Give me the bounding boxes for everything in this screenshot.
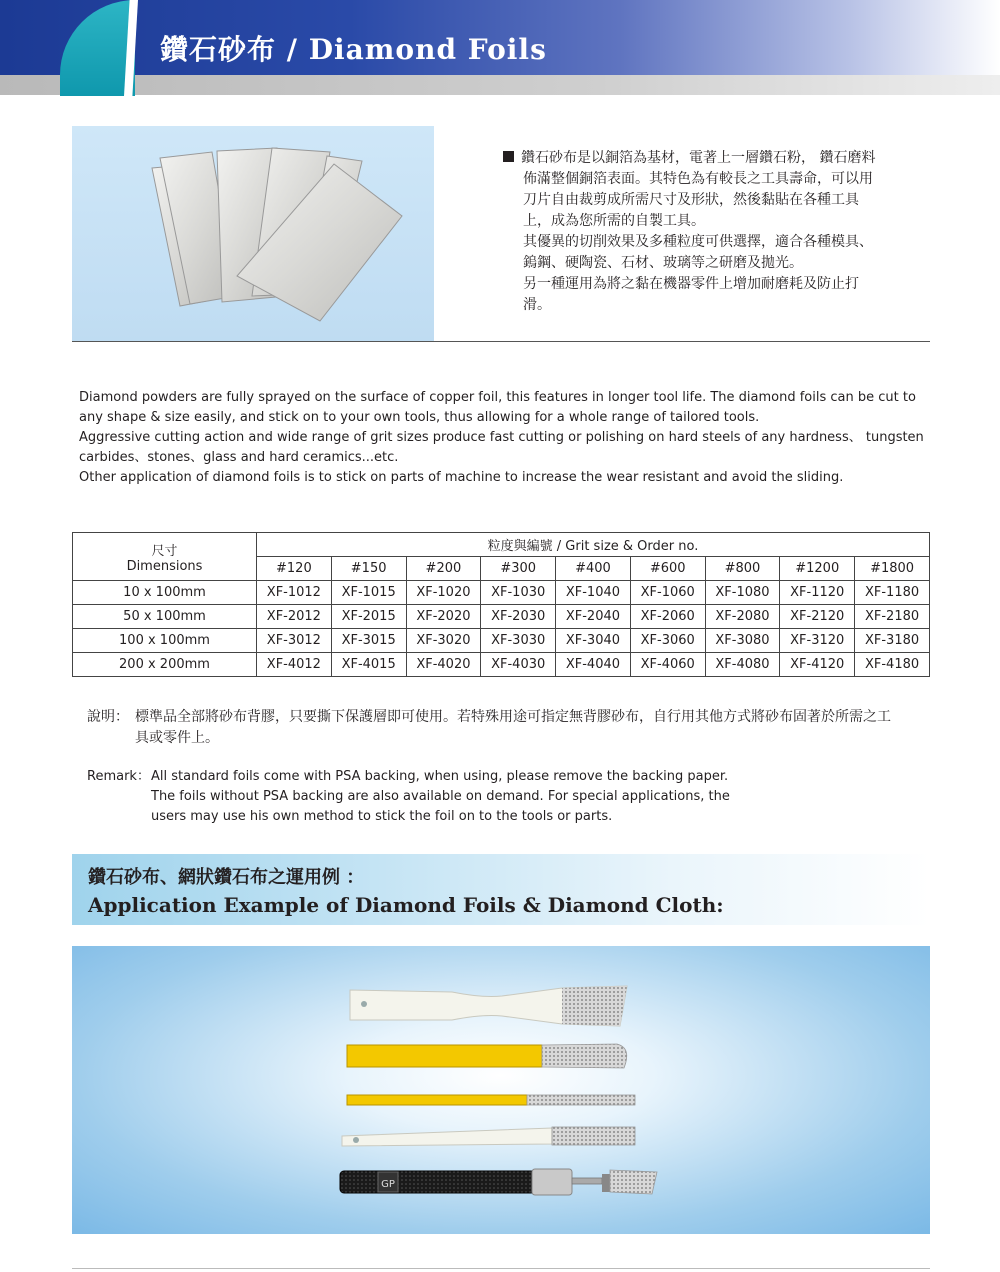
order-no-cell: XF-3080 xyxy=(705,629,780,653)
order-no-cell: XF-1040 xyxy=(556,581,631,605)
page-title: 鑽石砂布 / Diamond Foils xyxy=(160,33,547,66)
grit-cell: #120 xyxy=(257,557,332,581)
application-title-zh: 鑽石砂布、網狀鑽石布之運用例 ： xyxy=(88,867,365,888)
order-no-cell: XF-2040 xyxy=(556,605,631,629)
table-row xyxy=(73,653,930,677)
intro-en-para-1: Diamond powders are fully sprayed on the surface of copper foil, this features in longer tool life. The diamond foils can be cut to any shape & size easily, and stick on to your own tools, thus allowing for a whole range of tailored tools. xyxy=(79,390,916,425)
order-no-cell: XF-1080 xyxy=(705,581,780,605)
order-no-cell: XF-2120 xyxy=(780,605,855,629)
intro-en xyxy=(79,388,925,488)
order-no-cell: XF-2180 xyxy=(855,605,930,629)
diamond-foils-photo xyxy=(72,126,434,342)
grit-cell: #400 xyxy=(556,557,631,581)
intro-zh-para-2: 其優異的切削效果及多種粒度可供選擇，適合各種模具、鎢鋼、硬陶瓷、石材、玻璃等之研磨及拋光。 xyxy=(523,234,873,271)
grit-cell: #1200 xyxy=(780,557,855,581)
order-no-cell: XF-4040 xyxy=(556,653,631,677)
intro-zh-para-3: 另一種運用為將之黏在機器零件上增加耐磨耗及防止打滑。 xyxy=(523,276,859,313)
table-row xyxy=(73,629,930,653)
order-no-cell: XF-3180 xyxy=(855,629,930,653)
bullet-square-icon xyxy=(503,151,514,162)
page-bottom-rule xyxy=(72,1268,930,1269)
order-no-cell: XF-4015 xyxy=(331,653,406,677)
order-no-cell: XF-2060 xyxy=(630,605,705,629)
order-no-cell: XF-4060 xyxy=(630,653,705,677)
grit-cell: #300 xyxy=(481,557,556,581)
order-no-cell: XF-3060 xyxy=(630,629,705,653)
order-no-cell: XF-1020 xyxy=(406,581,481,605)
order-no-cell: XF-4080 xyxy=(705,653,780,677)
grit-cell: #600 xyxy=(630,557,705,581)
note-zh-label: 說明： xyxy=(87,709,129,725)
order-no-cell: XF-1030 xyxy=(481,581,556,605)
dimension-cell: 200 x 200mm xyxy=(73,653,257,677)
order-no-cell: XF-3040 xyxy=(556,629,631,653)
note-en-text: All standard foils come with PSA backing, when using, please remove the backing paper. The foils without PSA backing are also available on demand. For special applications, the users may use his own method to stick the foil on to the tools or parts. xyxy=(151,769,730,824)
dimension-header-en: Dimensions xyxy=(126,558,203,574)
dimension-cell: 100 x 100mm xyxy=(73,629,257,653)
intro-zh-para-1: 鑽石砂布是以銅箔為基材，電著上一層鑽石粉， 鑽石磨料佈滿整個銅箔表面。其特色為有較長之工具壽命，可以用刀片自由裁剪成所需尺寸及形狀，然後黏貼在各種工具上，成為您所需的自製工具。 xyxy=(521,150,876,229)
grit-cell: #150 xyxy=(331,557,406,581)
table-row xyxy=(73,605,930,629)
grit-header: 粒度與編號 / Grit size & Order no. xyxy=(257,533,930,557)
order-no-cell: XF-1060 xyxy=(630,581,705,605)
order-no-cell: XF-4120 xyxy=(780,653,855,677)
order-no-cell: XF-2030 xyxy=(481,605,556,629)
tool-handle-text: GP xyxy=(381,1179,395,1190)
intro-en-para-2: Aggressive cutting action and wide range of grit sizes produce fast cutting or polishing on hard steels of any hardness、 tungsten carbides、stones、glass and hard ceramics...etc. xyxy=(79,430,924,465)
order-no-cell: XF-3012 xyxy=(257,629,332,653)
order-no-cell: XF-2015 xyxy=(331,605,406,629)
dimension-cell: 50 x 100mm xyxy=(73,605,257,629)
order-no-cell: XF-3020 xyxy=(406,629,481,653)
note-zh-text: 標準品全部將砂布背膠，只要撕下保護層即可使用。若特殊用途可指定無背膠砂布，自行用其他方式將砂布固著於所需之工具或零件上。 xyxy=(135,709,891,746)
order-no-cell: XF-3120 xyxy=(780,629,855,653)
order-no-cell: XF-4020 xyxy=(406,653,481,677)
table-row xyxy=(73,581,930,605)
section-divider xyxy=(72,341,930,342)
order-no-cell: XF-2020 xyxy=(406,605,481,629)
intro-zh xyxy=(503,148,883,316)
grit-cell: #200 xyxy=(406,557,481,581)
order-no-cell: XF-3030 xyxy=(481,629,556,653)
order-no-cell: XF-2012 xyxy=(257,605,332,629)
order-no-cell: XF-1180 xyxy=(855,581,930,605)
dimension-header-zh: 尺寸 xyxy=(151,543,178,559)
header-underline xyxy=(0,75,1000,95)
order-no-cell: XF-1012 xyxy=(257,581,332,605)
dimension-header xyxy=(73,533,257,581)
application-tools-photo xyxy=(72,946,930,1234)
order-no-cell: XF-4012 xyxy=(257,653,332,677)
dimension-cell: 10 x 100mm xyxy=(73,581,257,605)
grit-table xyxy=(72,532,930,677)
order-no-cell: XF-4030 xyxy=(481,653,556,677)
note-en-label: Remark： xyxy=(87,769,150,784)
order-no-cell: XF-1015 xyxy=(331,581,406,605)
intro-en-para-3: Other application of diamond foils is to stick on parts of machine to increase the wear resistant and avoid the sliding. xyxy=(79,470,844,485)
order-no-cell: XF-4180 xyxy=(855,653,930,677)
grit-cell: #1800 xyxy=(855,557,930,581)
order-no-cell: XF-3015 xyxy=(331,629,406,653)
order-no-cell: XF-1120 xyxy=(780,581,855,605)
table-header-row xyxy=(73,533,930,557)
application-title-en: Application Example of Diamond Foils & Diamond Cloth: xyxy=(88,893,724,917)
grit-cell: #800 xyxy=(705,557,780,581)
order-no-cell: XF-2080 xyxy=(705,605,780,629)
